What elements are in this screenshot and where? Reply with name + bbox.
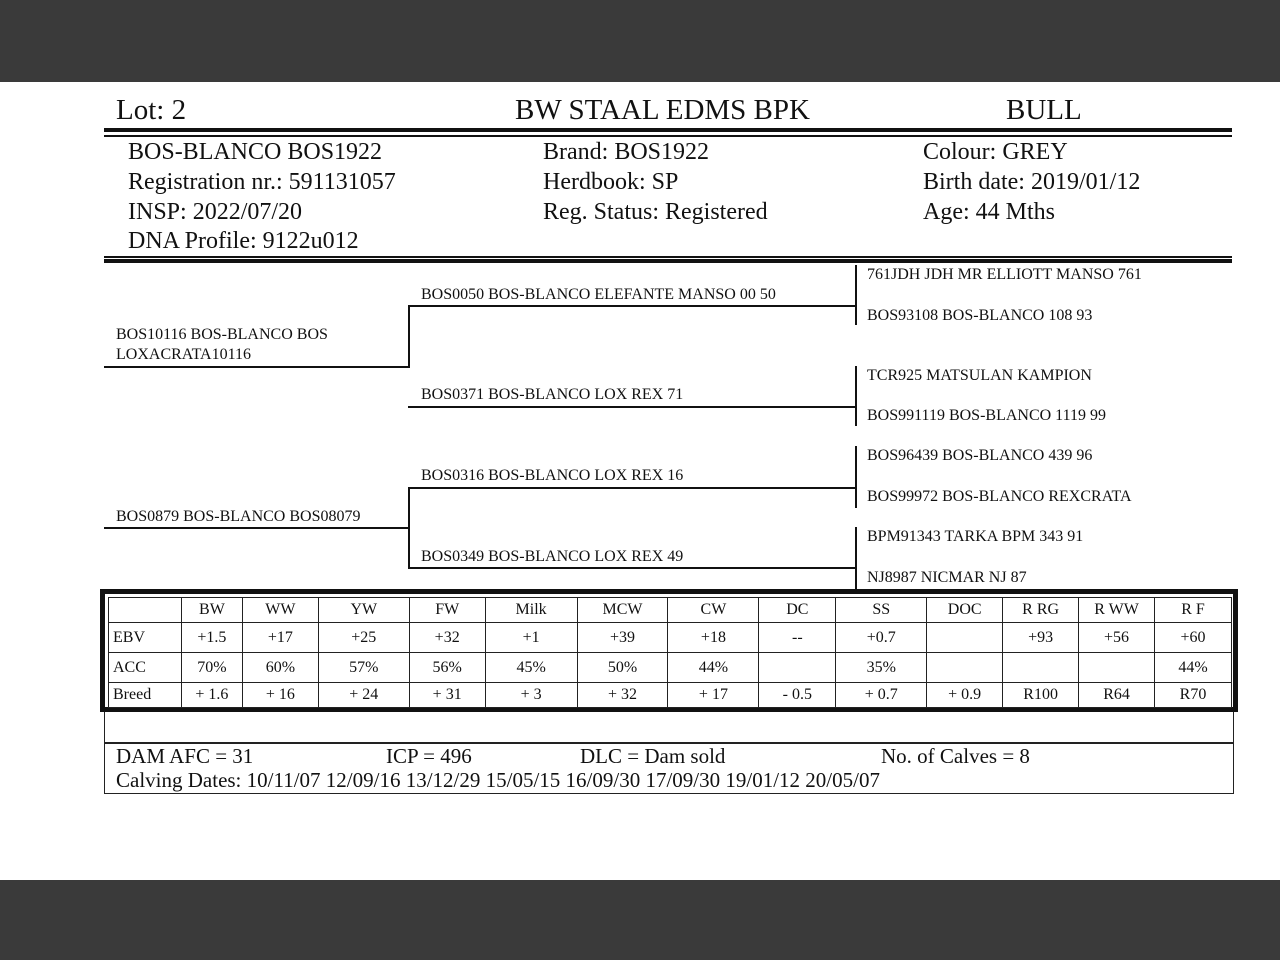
table-cell: +56 — [1079, 623, 1155, 653]
table-cell: EBV — [109, 623, 182, 653]
age: Age: 44 Mths — [923, 199, 1055, 225]
great-grandparent-7: BPM91343 TARKA BPM 343 91 — [867, 528, 1084, 545]
table-cell: +32 — [409, 623, 485, 653]
table-cell: Breed — [109, 683, 182, 708]
table-cell: + 17 — [668, 683, 759, 708]
colour: Colour: GREY — [923, 139, 1068, 165]
table-cell: +1 — [485, 623, 577, 653]
registration-status: Reg. Status: Registered — [543, 199, 768, 225]
gg-bracket-1 — [855, 265, 857, 325]
grandparent-3: BOS0316 BOS-BLANCO LOX REX 16 — [421, 467, 684, 484]
gg-bracket-4 — [855, 527, 857, 589]
table-header-cell: YW — [318, 598, 409, 623]
table-header-cell: DC — [759, 598, 836, 623]
animal-name: BOS-BLANCO BOS1922 — [128, 139, 383, 165]
sire-name: BOS10116 BOS-BLANCO BOS — [116, 326, 328, 343]
table-cell: + 24 — [318, 683, 409, 708]
table-cell: -- — [759, 623, 836, 653]
header-rule-thick — [104, 128, 1232, 132]
table-cell: R64 — [1079, 683, 1155, 708]
table-header-cell: FW — [409, 598, 485, 623]
dna-profile: DNA Profile: 9122u012 — [128, 228, 359, 254]
icp: ICP = 496 — [386, 744, 472, 768]
great-grandparent-1: 761JDH JDH MR ELLIOTT MANSO 761 — [867, 266, 1142, 283]
dam-bracket — [408, 487, 410, 567]
table-cell: 45% — [485, 653, 577, 683]
table-cell: +60 — [1155, 623, 1232, 653]
great-grandparent-3: TCR925 MATSULAN KAMPION — [867, 367, 1092, 384]
table-cell — [1079, 653, 1155, 683]
top-dark-bar — [0, 0, 1280, 82]
sire-name-line2: LOXACRATA10116 — [116, 346, 252, 363]
table-cell — [927, 623, 1003, 653]
table-cell: + 1.6 — [181, 683, 242, 708]
table-cell: ACC — [109, 653, 182, 683]
table-cell — [759, 653, 836, 683]
table-cell: R100 — [1003, 683, 1079, 708]
gg-bracket-3 — [855, 446, 857, 508]
table-cell: + 3 — [485, 683, 577, 708]
grandparent-1-line — [408, 305, 856, 307]
great-grandparent-4: BOS991119 BOS-BLANCO 1119 99 — [867, 407, 1106, 424]
acc-row — [109, 653, 1232, 683]
table-header-cell: R WW — [1079, 598, 1155, 623]
ebv-table-frame — [100, 589, 1238, 712]
grandparent-2: BOS0371 BOS-BLANCO LOX REX 71 — [421, 386, 684, 403]
gg-bracket-2 — [855, 366, 857, 426]
table-cell: 70% — [181, 653, 242, 683]
dam-line — [104, 527, 410, 529]
registration-number: Registration nr.: 591131057 — [128, 169, 396, 195]
table-cell: R70 — [1155, 683, 1232, 708]
table-cell: + 0.9 — [927, 683, 1003, 708]
sire-bracket — [408, 305, 410, 367]
table-cell — [927, 653, 1003, 683]
table-cell: + 31 — [409, 683, 485, 708]
grandparent-4: BOS0349 BOS-BLANCO LOX REX 49 — [421, 548, 684, 565]
table-cell: +18 — [668, 623, 759, 653]
ebv-header-row — [109, 598, 1232, 623]
table-header-cell: CW — [668, 598, 759, 623]
table-cell — [1003, 653, 1079, 683]
table-cell: + 16 — [242, 683, 318, 708]
table-cell: 57% — [318, 653, 409, 683]
table-cell: 44% — [1155, 653, 1232, 683]
brand: Brand: BOS1922 — [543, 139, 710, 165]
table-cell: + 32 — [577, 683, 668, 708]
table-header-cell: R RG — [1003, 598, 1079, 623]
ebv-table — [108, 597, 1232, 708]
table-header-cell: BW — [181, 598, 242, 623]
table-cell: 44% — [668, 653, 759, 683]
table-cell: +39 — [577, 623, 668, 653]
grandparent-2-line — [408, 406, 856, 408]
calving-dates: Calving Dates: 10/11/07 12/09/16 13/12/29 15/05/15 16/09/30 17/09/30 19/01/12 20/05/07 — [116, 768, 880, 792]
lot-number: Lot: 2 — [116, 94, 187, 126]
grandparent-1: BOS0050 BOS-BLANCO ELEFANTE MANSO 00 50 — [421, 286, 776, 303]
table-header-cell: R F — [1155, 598, 1232, 623]
header-rule-thin — [104, 135, 1232, 137]
info-rule-thick — [104, 259, 1232, 263]
table-cell: +0.7 — [836, 623, 927, 653]
grandparent-4-line — [408, 567, 856, 569]
great-grandparent-5: BOS96439 BOS-BLANCO 439 96 — [867, 447, 1093, 464]
number-of-calves: No. of Calves = 8 — [881, 744, 1030, 768]
great-grandparent-6: BOS99972 BOS-BLANCO REXCRATA — [867, 488, 1132, 505]
table-header-cell: MCW — [577, 598, 668, 623]
animal-type: BULL — [1006, 94, 1082, 126]
dam-afc: DAM AFC = 31 — [116, 744, 254, 768]
inspection-date: INSP: 2022/07/20 — [128, 199, 303, 225]
breed-row — [109, 683, 1232, 708]
table-cell: +93 — [1003, 623, 1079, 653]
table-cell: 35% — [836, 653, 927, 683]
table-cell: 50% — [577, 653, 668, 683]
great-grandparent-8: NJ8987 NICMAR NJ 87 — [867, 569, 1027, 586]
table-cell: +17 — [242, 623, 318, 653]
birth-date: Birth date: 2019/01/12 — [923, 169, 1141, 195]
herdbook: Herdbook: SP — [543, 169, 679, 195]
table-header-cell: Milk — [485, 598, 577, 623]
sire-line — [104, 366, 410, 368]
ebv-row — [109, 623, 1232, 653]
great-grandparent-2: BOS93108 BOS-BLANCO 108 93 — [867, 307, 1093, 324]
grandparent-3-line — [408, 487, 856, 489]
dam-name: BOS0879 BOS-BLANCO BOS08079 — [116, 508, 361, 525]
table-cell: 60% — [242, 653, 318, 683]
table-header-cell: SS — [836, 598, 927, 623]
bottom-dark-bar — [0, 880, 1280, 960]
table-header-cell: WW — [242, 598, 318, 623]
owner-name: BW STAAL EDMS BPK — [515, 94, 810, 126]
table-header-cell — [109, 598, 182, 623]
table-cell: - 0.5 — [759, 683, 836, 708]
info-rule-thin — [104, 256, 1232, 258]
table-cell: 56% — [409, 653, 485, 683]
table-header-cell: DOC — [927, 598, 1003, 623]
table-cell: +1.5 — [181, 623, 242, 653]
dlc: DLC = Dam sold — [580, 744, 726, 768]
table-cell: + 0.7 — [836, 683, 927, 708]
table-cell: +25 — [318, 623, 409, 653]
